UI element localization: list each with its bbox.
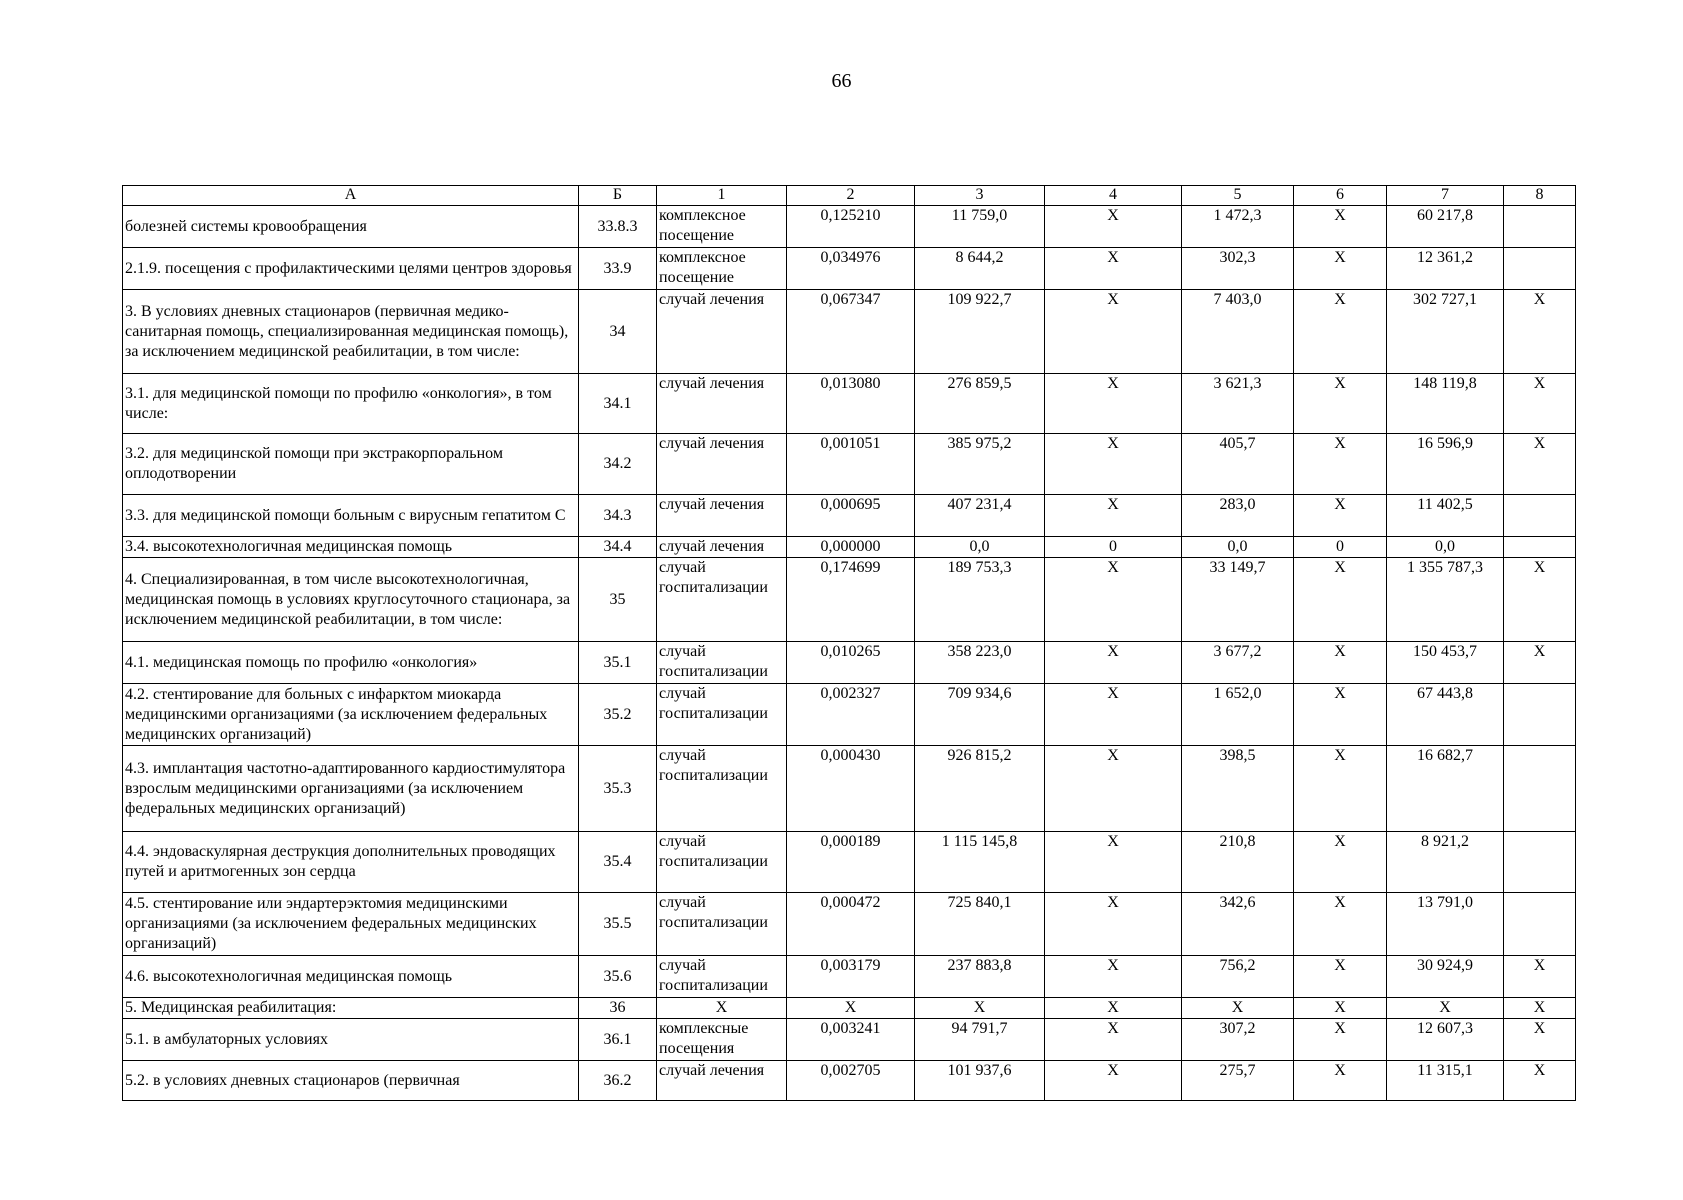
cell-col5: 302,3 bbox=[1182, 248, 1294, 290]
table-row bbox=[123, 537, 1576, 558]
cell-col2: 0,010265 bbox=[787, 642, 915, 684]
cell-col3: 276 859,5 bbox=[915, 374, 1045, 434]
cell-col5: 7 403,0 bbox=[1182, 290, 1294, 374]
cell-col6: X bbox=[1294, 893, 1387, 956]
column-header-4: 4 bbox=[1045, 186, 1182, 206]
cell-col8 bbox=[1504, 684, 1576, 746]
cell-col4: X bbox=[1045, 956, 1182, 998]
cell-col6: 0 bbox=[1294, 537, 1387, 558]
table-row bbox=[123, 832, 1576, 893]
cell-col8: X bbox=[1504, 642, 1576, 684]
cell-col5: 33 149,7 bbox=[1182, 558, 1294, 642]
cell-col2: 0,000472 bbox=[787, 893, 915, 956]
cell-name: 3.2. для медицинской помощи при экстракорпоральном оплодотворении bbox=[123, 434, 579, 495]
cell-col6: X bbox=[1294, 1019, 1387, 1061]
cell-code: 35.4 bbox=[579, 832, 657, 893]
column-header-b: Б bbox=[579, 186, 657, 206]
cell-code: 35.1 bbox=[579, 642, 657, 684]
cell-col5: 405,7 bbox=[1182, 434, 1294, 495]
cell-col6: X bbox=[1294, 206, 1387, 248]
cell-col5: 210,8 bbox=[1182, 832, 1294, 893]
cell-col2: 0,013080 bbox=[787, 374, 915, 434]
cell-name: 3.4. высокотехнологичная медицинская помощь bbox=[123, 537, 579, 558]
cell-col7: 0,0 bbox=[1387, 537, 1504, 558]
cell-col5: 307,2 bbox=[1182, 1019, 1294, 1061]
cell-col2: 0,000000 bbox=[787, 537, 915, 558]
cell-code: 34.3 bbox=[579, 495, 657, 537]
cell-col5: 342,6 bbox=[1182, 893, 1294, 956]
cell-col8: X bbox=[1504, 1061, 1576, 1101]
table-row bbox=[123, 684, 1576, 746]
cell-col3: 109 922,7 bbox=[915, 290, 1045, 374]
cell-unit: комплексное посещение bbox=[657, 248, 787, 290]
table-row bbox=[123, 558, 1576, 642]
cell-col8: X bbox=[1504, 290, 1576, 374]
cell-col6: X bbox=[1294, 290, 1387, 374]
cell-col6: X bbox=[1294, 434, 1387, 495]
cell-code: 35.2 bbox=[579, 684, 657, 746]
table-row bbox=[123, 1061, 1576, 1101]
table-row bbox=[123, 374, 1576, 434]
cell-name: 3.1. для медицинской помощи по профилю «онкология», в том числе: bbox=[123, 374, 579, 434]
cell-name: 3. В условиях дневных стационаров (первичная медико-санитарная помощь, специализированная медицинская помощь), за исключением медицинской реабилитации, в том числе: bbox=[123, 290, 579, 374]
cell-code: 34 bbox=[579, 290, 657, 374]
cell-col4: X bbox=[1045, 374, 1182, 434]
cell-col7: 16 682,7 bbox=[1387, 746, 1504, 832]
cell-unit: случай лечения bbox=[657, 495, 787, 537]
cell-col6: X bbox=[1294, 248, 1387, 290]
cell-code: 36 bbox=[579, 998, 657, 1019]
cell-col7: 1 355 787,3 bbox=[1387, 558, 1504, 642]
table-row bbox=[123, 1019, 1576, 1061]
cell-unit: X bbox=[657, 998, 787, 1019]
cell-col7: 67 443,8 bbox=[1387, 684, 1504, 746]
cell-col7: 150 453,7 bbox=[1387, 642, 1504, 684]
cell-name: 5. Медицинская реабилитация: bbox=[123, 998, 579, 1019]
cell-unit: комплексные посещения bbox=[657, 1019, 787, 1061]
cell-col5: 275,7 bbox=[1182, 1061, 1294, 1101]
cell-col6: X bbox=[1294, 558, 1387, 642]
cell-col2: 0,001051 bbox=[787, 434, 915, 495]
cell-col8 bbox=[1504, 537, 1576, 558]
cell-col3: 94 791,7 bbox=[915, 1019, 1045, 1061]
column-header-6: 6 bbox=[1294, 186, 1387, 206]
cell-unit: случай лечения bbox=[657, 290, 787, 374]
cell-code: 34.4 bbox=[579, 537, 657, 558]
cell-col5: 756,2 bbox=[1182, 956, 1294, 998]
cell-unit: случай госпитализации bbox=[657, 558, 787, 642]
cell-col7: 16 596,9 bbox=[1387, 434, 1504, 495]
cell-col4: X bbox=[1045, 290, 1182, 374]
cell-col6: X bbox=[1294, 956, 1387, 998]
tariff-table bbox=[122, 185, 1576, 1101]
cell-col3: 1 115 145,8 bbox=[915, 832, 1045, 893]
cell-col3: 725 840,1 bbox=[915, 893, 1045, 956]
cell-col6: X bbox=[1294, 832, 1387, 893]
cell-col4: X bbox=[1045, 684, 1182, 746]
cell-col4: X bbox=[1045, 893, 1182, 956]
cell-col4: X bbox=[1045, 642, 1182, 684]
cell-col4: X bbox=[1045, 1061, 1182, 1101]
cell-unit: комплексное посещение bbox=[657, 206, 787, 248]
cell-col4: X bbox=[1045, 495, 1182, 537]
cell-col8: X bbox=[1504, 1019, 1576, 1061]
cell-col2: 0,000189 bbox=[787, 832, 915, 893]
table-row bbox=[123, 290, 1576, 374]
cell-col3: 926 815,2 bbox=[915, 746, 1045, 832]
cell-name: 4.1. медицинская помощь по профилю «онкология» bbox=[123, 642, 579, 684]
cell-col2: 0,002705 bbox=[787, 1061, 915, 1101]
cell-name: 5.1. в амбулаторных условиях bbox=[123, 1019, 579, 1061]
cell-col3: 11 759,0 bbox=[915, 206, 1045, 248]
cell-name: 4.6. высокотехнологичная медицинская помощь bbox=[123, 956, 579, 998]
cell-col5: 3 621,3 bbox=[1182, 374, 1294, 434]
cell-col4: X bbox=[1045, 746, 1182, 832]
cell-unit: случай лечения bbox=[657, 1061, 787, 1101]
cell-col7: 13 791,0 bbox=[1387, 893, 1504, 956]
table-row bbox=[123, 956, 1576, 998]
column-header-3: 3 bbox=[915, 186, 1045, 206]
table-row bbox=[123, 642, 1576, 684]
cell-col2: 0,003179 bbox=[787, 956, 915, 998]
cell-col6: X bbox=[1294, 374, 1387, 434]
cell-col2: 0,000695 bbox=[787, 495, 915, 537]
cell-col6: X bbox=[1294, 1061, 1387, 1101]
cell-col3: 189 753,3 bbox=[915, 558, 1045, 642]
cell-code: 33.8.3 bbox=[579, 206, 657, 248]
cell-col7: X bbox=[1387, 998, 1504, 1019]
column-header-2: 2 bbox=[787, 186, 915, 206]
cell-col2: 0,174699 bbox=[787, 558, 915, 642]
cell-col2: 0,000430 bbox=[787, 746, 915, 832]
cell-col7: 60 217,8 bbox=[1387, 206, 1504, 248]
cell-col5: 0,0 bbox=[1182, 537, 1294, 558]
column-header-5: 5 bbox=[1182, 186, 1294, 206]
cell-code: 33.9 bbox=[579, 248, 657, 290]
cell-col2: 0,003241 bbox=[787, 1019, 915, 1061]
cell-col7: 302 727,1 bbox=[1387, 290, 1504, 374]
cell-col5: 1 652,0 bbox=[1182, 684, 1294, 746]
cell-name: 4.4. эндоваскулярная деструкция дополнительных проводящих путей и аритмогенных зон сердца bbox=[123, 832, 579, 893]
cell-name: 2.1.9. посещения с профилактическими целями центров здоровья bbox=[123, 248, 579, 290]
cell-col6: X bbox=[1294, 746, 1387, 832]
cell-col8: X bbox=[1504, 956, 1576, 998]
table-row bbox=[123, 434, 1576, 495]
cell-col2: X bbox=[787, 998, 915, 1019]
cell-code: 34.2 bbox=[579, 434, 657, 495]
column-header-1: 1 bbox=[657, 186, 787, 206]
cell-name: 4.2. стентирование для больных с инфарктом миокарда медицинскими организациями (за исключением федеральных медицинских организаций) bbox=[123, 684, 579, 746]
cell-col3: X bbox=[915, 998, 1045, 1019]
column-header-row bbox=[123, 186, 1576, 206]
cell-col5: 398,5 bbox=[1182, 746, 1294, 832]
cell-col7: 30 924,9 bbox=[1387, 956, 1504, 998]
cell-code: 34.1 bbox=[579, 374, 657, 434]
cell-name: 5.2. в условиях дневных стационаров (первичная bbox=[123, 1061, 579, 1101]
cell-col6: X bbox=[1294, 998, 1387, 1019]
cell-col7: 11 315,1 bbox=[1387, 1061, 1504, 1101]
cell-col3: 0,0 bbox=[915, 537, 1045, 558]
cell-code: 36.1 bbox=[579, 1019, 657, 1061]
cell-code: 35.6 bbox=[579, 956, 657, 998]
cell-col8: X bbox=[1504, 374, 1576, 434]
table-row bbox=[123, 998, 1576, 1019]
cell-name: болезней системы кровообращения bbox=[123, 206, 579, 248]
cell-col4: X bbox=[1045, 832, 1182, 893]
column-header-a: А bbox=[123, 186, 579, 206]
cell-col4: X bbox=[1045, 434, 1182, 495]
cell-unit: случай лечения bbox=[657, 434, 787, 495]
cell-col3: 101 937,6 bbox=[915, 1061, 1045, 1101]
cell-code: 35.3 bbox=[579, 746, 657, 832]
cell-code: 36.2 bbox=[579, 1061, 657, 1101]
cell-col3: 407 231,4 bbox=[915, 495, 1045, 537]
table-row bbox=[123, 206, 1576, 248]
table-row bbox=[123, 248, 1576, 290]
cell-unit: случай лечения bbox=[657, 537, 787, 558]
cell-name: 4.3. имплантация частотно-адаптированного кардиостимулятора взрослым медицинскими организациями (за исключением федеральных медицинских организаций) bbox=[123, 746, 579, 832]
table-row bbox=[123, 495, 1576, 537]
cell-col7: 11 402,5 bbox=[1387, 495, 1504, 537]
cell-col5: 1 472,3 bbox=[1182, 206, 1294, 248]
cell-col8 bbox=[1504, 206, 1576, 248]
cell-col3: 709 934,6 bbox=[915, 684, 1045, 746]
column-header-7: 7 bbox=[1387, 186, 1504, 206]
cell-col3: 358 223,0 bbox=[915, 642, 1045, 684]
cell-unit: случай лечения bbox=[657, 374, 787, 434]
cell-unit: случай госпитализации bbox=[657, 684, 787, 746]
table-row bbox=[123, 893, 1576, 956]
cell-col7: 148 119,8 bbox=[1387, 374, 1504, 434]
cell-col3: 237 883,8 bbox=[915, 956, 1045, 998]
cell-col4: X bbox=[1045, 248, 1182, 290]
cell-col2: 0,002327 bbox=[787, 684, 915, 746]
cell-col6: X bbox=[1294, 642, 1387, 684]
cell-col7: 8 921,2 bbox=[1387, 832, 1504, 893]
page-number: 66 bbox=[831, 70, 852, 92]
cell-col6: X bbox=[1294, 684, 1387, 746]
cell-col4: X bbox=[1045, 998, 1182, 1019]
cell-col3: 385 975,2 bbox=[915, 434, 1045, 495]
cell-col5: 3 677,2 bbox=[1182, 642, 1294, 684]
cell-name: 3.3. для медицинской помощи больным с вирусным гепатитом С bbox=[123, 495, 579, 537]
cell-code: 35 bbox=[579, 558, 657, 642]
cell-col8 bbox=[1504, 495, 1576, 537]
cell-col7: 12 607,3 bbox=[1387, 1019, 1504, 1061]
cell-col6: X bbox=[1294, 495, 1387, 537]
cell-code: 35.5 bbox=[579, 893, 657, 956]
cell-unit: случай госпитализации bbox=[657, 746, 787, 832]
cell-col4: 0 bbox=[1045, 537, 1182, 558]
cell-col8 bbox=[1504, 832, 1576, 893]
cell-col4: X bbox=[1045, 1019, 1182, 1061]
table-row bbox=[123, 746, 1576, 832]
cell-unit: случай госпитализации bbox=[657, 956, 787, 998]
cell-col3: 8 644,2 bbox=[915, 248, 1045, 290]
cell-name: 4. Специализированная, в том числе высокотехнологичная, медицинская помощь в условиях круглосуточного стационара, за исключением медицинской реабилитации, в том числе: bbox=[123, 558, 579, 642]
cell-col8: X bbox=[1504, 998, 1576, 1019]
cell-col2: 0,034976 bbox=[787, 248, 915, 290]
cell-col4: X bbox=[1045, 558, 1182, 642]
column-header-8: 8 bbox=[1504, 186, 1576, 206]
cell-unit: случай госпитализации bbox=[657, 832, 787, 893]
cell-col8: X bbox=[1504, 434, 1576, 495]
cell-col7: 12 361,2 bbox=[1387, 248, 1504, 290]
cell-col8: X bbox=[1504, 558, 1576, 642]
cell-col8 bbox=[1504, 893, 1576, 956]
cell-col4: X bbox=[1045, 206, 1182, 248]
cell-col2: 0,067347 bbox=[787, 290, 915, 374]
cell-unit: случай госпитализации bbox=[657, 893, 787, 956]
cell-col5: 283,0 bbox=[1182, 495, 1294, 537]
cell-unit: случай госпитализации bbox=[657, 642, 787, 684]
cell-col8 bbox=[1504, 746, 1576, 832]
cell-col8 bbox=[1504, 248, 1576, 290]
cell-col2: 0,125210 bbox=[787, 206, 915, 248]
cell-col5: X bbox=[1182, 998, 1294, 1019]
cell-name: 4.5. стентирование или эндартерэктомия медицинскими организациями (за исключением федеральных медицинских организаций) bbox=[123, 893, 579, 956]
